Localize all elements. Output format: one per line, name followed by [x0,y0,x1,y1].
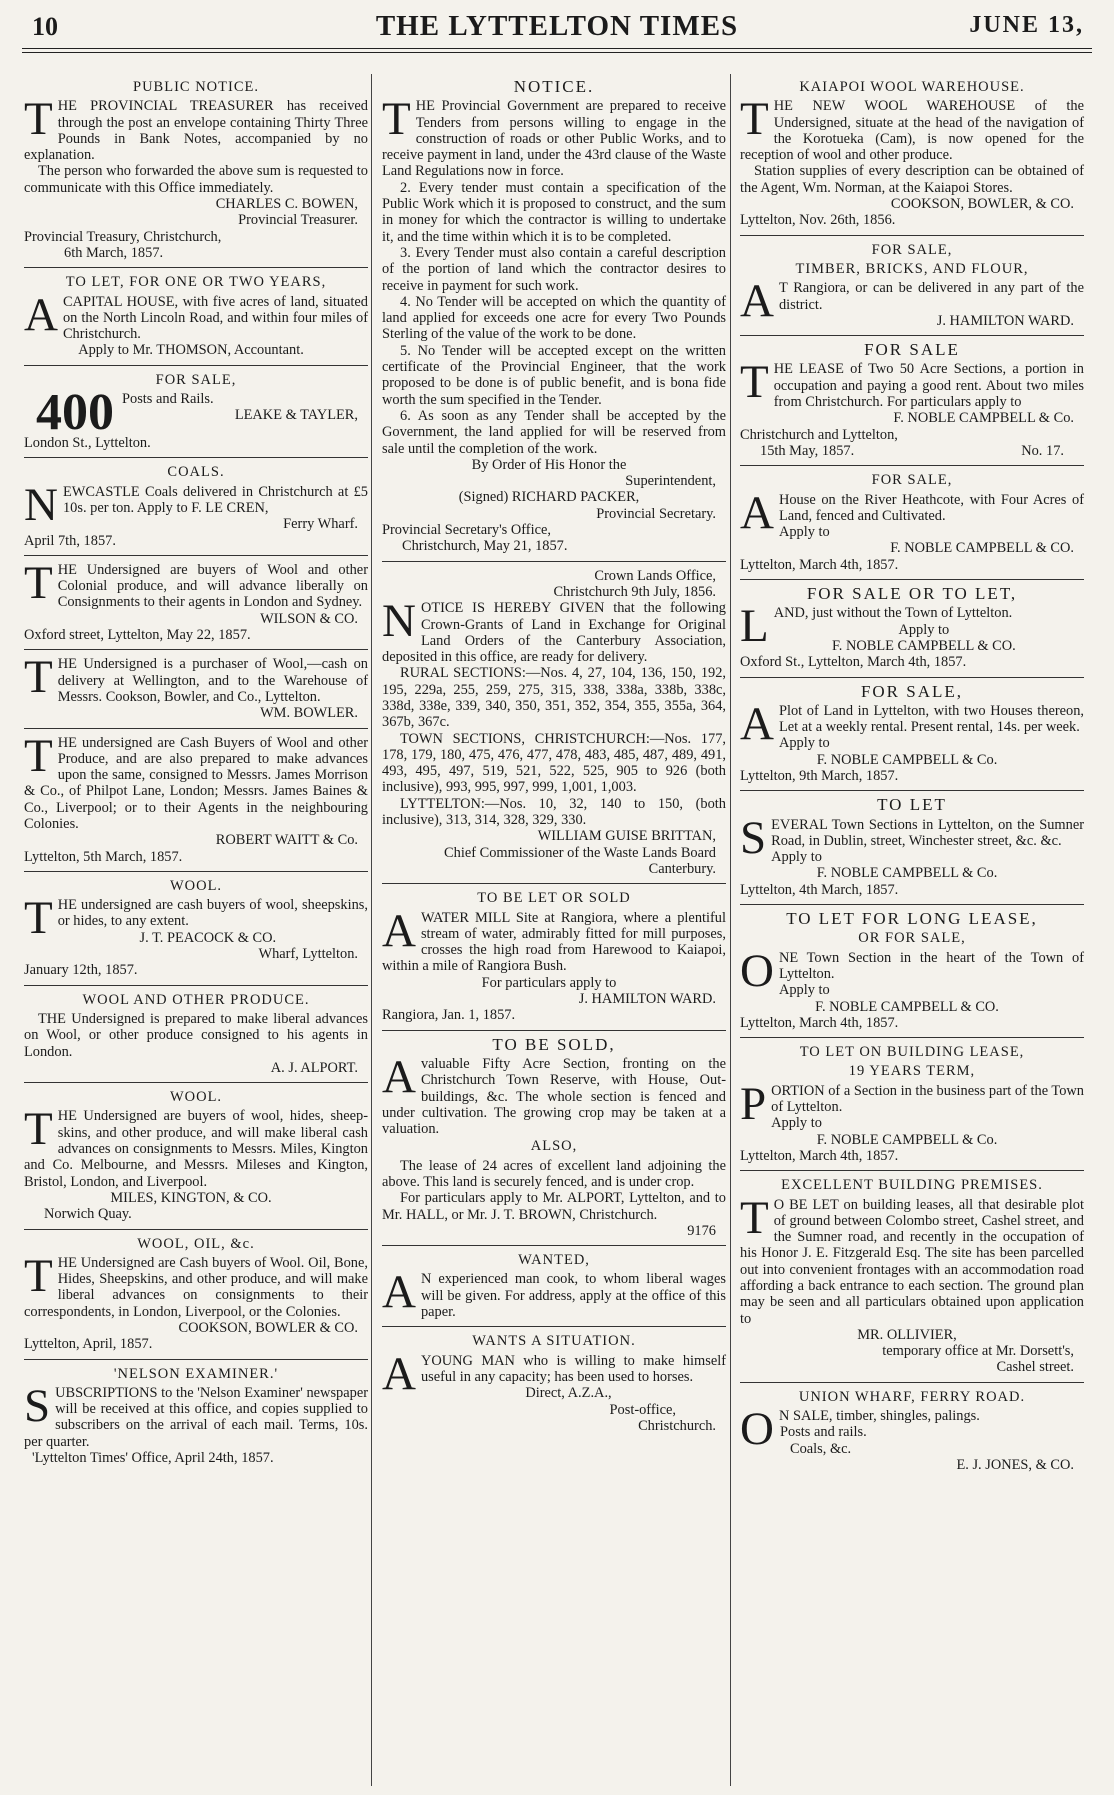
ad-body: WATER MILL Site at Rangiora, where a plentiful stream of water, admirably fitted for mill purposes, crosses the high road from Harewood to Kaiapoi, within a mile of Rangiora Bush. [382,909,726,975]
ad-signature: MILES, KINGTON, & CO. [110,1189,272,1206]
ad-address: Norwich Quay. [44,1206,132,1223]
drop-cap: A [740,486,774,539]
masthead-rule-top [22,48,1092,49]
ad-body: HE Provincial Government are prepared to receive Tenders from persons willing to engage in the construction of roads or other Public Works, and to receive payment in land, under the 43rd clause of the Waste Land Regulations now in force. [382,98,726,180]
ad-body: For particulars apply to Mr. ALPORT, Lyttelton, and to Mr. HALL, or Mr. J. T. BROWN, Christchurch. [382,1190,726,1223]
ad-heading: KAIAPOI WOOL WAREHOUSE. [799,79,1025,95]
ad-body: HE Undersigned are Cash buyers of Wool. Oil, Bone, Hides, Sheepskins, and other produce, and will make liberal advances on consignments to their correspondents, in London, Liverpool, or the Colonies. [24,1254,368,1320]
masthead [22,8,1092,44]
ad-signature-title: Provincial Treasurer. [238,212,358,229]
ad-heading: WOOL. [169,1089,223,1106]
ad-body: HE undersigned are cash buyers of wool, sheepskins, or hides, to any extent. [57,897,368,930]
ad-body: AND, just without the Town of Lyttelton. [773,605,1013,622]
ad-body: T Rangiora, or can be delivered in any part of the district. [778,280,1084,313]
ad-body: OTICE IS HEREBY GIVEN that the following Crown-Grants of Land in Exchange for Original Land Orders of the Canterbury Association, deposited in this office, are ready for delivery. [382,600,726,666]
drop-cap: O [740,944,774,997]
ad-signature: F. NOBLE CAMPBELL & CO. [831,637,1016,654]
ad-wool-miles [24,1089,368,1229]
drop-cap: A [740,275,774,328]
ad-body: YOUNG MAN who is willing to make himself useful in any capacity; has been used to horses. [420,1352,726,1385]
ad-signature: COOKSON, BOWLER & CO. [178,1320,358,1336]
ad-heading: TO LET, FOR ONE OR TWO YEARS, [65,274,327,291]
drop-cap: S [24,1379,51,1432]
masthead-rule-bottom [22,52,1092,53]
ad-heading: WANTS A SITUATION. [472,1333,636,1350]
page-number: 10 [32,12,58,41]
ad-address: Oxford street, Lyttelton, May 22, 1857. [24,627,251,644]
notice-clause: 4. No Tender will be accepted on which the quantity of land applied for exceeds one acre for every Two Pounds Sterling of the value of the work to be done. [382,293,726,343]
ad-heading: UNION WHARF, FERRY ROAD. [798,1388,1026,1405]
ad-date: April 7th, 1857. [24,532,116,549]
column-divider [730,74,731,1786]
ad-posts-rails [24,372,368,459]
ad-to-be-sold [382,1034,726,1247]
drop-cap: N [24,478,58,531]
ad-body: HE undersigned are Cash Buyers of Wool and other Produce, and are also prepared to make advances upon the same, consigned to Messrs. James Morrison & Co., of Philpot Lane, London; Messrs. James Baines & Co., Liverpool; or to their Agents in the neighbouring Colonies. [24,734,368,832]
ad-date: 15th May, 1857. [760,442,855,459]
ad-signature: F. NOBLE CAMPBELL & Co. [893,410,1074,427]
ad-date: Lyttelton, 9th March, 1857. [740,767,899,784]
town-sections: TOWN SECTIONS, CHRISTCHURCH:—Nos. 177, 178, 179, 180, 475, 476, 477, 478, 483, 485, 487, 489, 491, 493, 495, 497, 519, 521, 522, 525, 905 to 926 (both inclusive), 993, 995, 997, 999, 1,001, 1,003. [382,730,726,796]
ad-signature: F. NOBLE CAMPBELL & Co. [816,751,998,768]
ad-heading: TO BE SOLD, [492,1034,616,1054]
ad-heading: TO LET ON BUILDING LEASE, [799,1044,1025,1061]
ad-body: NE Town Section in the heart of the Town of Lyttelton. [778,949,1084,982]
ad-signature: WILSON & CO. [260,610,358,627]
ad-land [740,586,1084,677]
ad-building-premises [740,1177,1084,1383]
ad-union-wharf [740,1389,1084,1479]
ad-signature-title: temporary office at Mr. Dorsett's, [882,1343,1074,1360]
ad-body: ORTION of a Section in the business part of the Town of Lyttelton. [771,1082,1084,1116]
ad-apply: Apply to Mr. THOMSON, Accountant. [78,342,304,359]
ad-signature: WM. BOWLER. [260,705,358,722]
drop-cap: T [24,729,53,782]
ad-lease-sections [740,342,1084,466]
ad-address: Provincial Secretary's Office, [382,522,551,539]
ad-body: HE Undersigned is a purchaser of Wool,—cash on delivery at Wellington, and to the Warehouse of Messrs. Cookson, Bowler, and Co., Lyttelton. [57,656,368,705]
ad-heading: TO BE LET OR SOLD [477,890,631,907]
ad-wants-situation [382,1333,726,1440]
drop-cap: T [24,1103,53,1156]
ad-signature: E. J. JONES, & CO. [956,1456,1074,1473]
ad-apply: Apply to [771,1115,822,1132]
drop-cap: T [382,93,411,146]
newspaper-title: THE LYTTELTON TIMES [375,10,739,42]
drop-cap: A [382,1266,416,1319]
ad-body: House on the River Heathcote, with Four Acres of Land, fenced and Cultivated. [778,491,1084,524]
ad-signature: Ferry Wharf. [283,516,358,533]
ad-signature: J. HAMILTON WARD. [578,991,716,1008]
ad-signature-title: Cashel street. [996,1359,1074,1376]
ad-heading: TO LET [877,795,947,815]
ad-address: 'Lyttelton Times' Office, April 24th, 1857. [32,1450,274,1467]
ad-by-order: Superintendent, [625,473,716,490]
ad-address: Post-office, [609,1401,676,1418]
ad-subheading: ALSO, [530,1138,578,1155]
lyttelton-sections: LYTTELTON:—Nos. 10, 32, 140 to 150, (both inclusive), 313, 314, 328, 329, 330. [382,795,726,829]
rural-sections: RURAL SECTIONS:—Nos. 4, 27, 104, 136, 150, 192, 195, 229a, 255, 259, 275, 315, 338, 338a, 338b, 338c, 338d, 338e, 339, 340, 350, 351, 352, 354, 355, 355a, 364, 367b, 367c. [382,665,726,731]
ad-subheading: OR FOR SALE, [858,930,966,947]
ad-signature: MR. OLLIVIER, [857,1326,957,1343]
ad-apply: Apply to [898,621,950,638]
ad-date: Christchurch 9th July, 1856. [553,583,716,600]
ad-subheading: 19 YEARS TERM, [848,1063,976,1080]
ad-signature: (Signed) RICHARD PACKER, [458,489,640,506]
ad-heading: FOR SALE OR TO LET, [806,584,1018,604]
ad-address: Wharf, Lyttelton. [258,946,358,963]
drop-cap: T [24,556,53,609]
ad-signature: J. HAMILTON WARD. [936,312,1074,329]
drop-cap: A [382,1050,416,1103]
issue-date: JUNE 13, [969,12,1084,38]
ad-signature-title: Provincial Secretary. [596,505,716,522]
ad-crown-grants [382,568,726,885]
ad-coals [24,464,368,555]
notice-clause: 2. Every tender must contain a specification of the Public Work which it is proposed to construct, and the sum in money for which the contractor is willing to undertake it, and the time within which it is to be completed. [382,179,726,245]
ad-body: UBSCRIPTIONS to the 'Nelson Examiner' newspaper will be received at this office, and copies supplied to subscribers on the arrival of each mail. Terms, 10s. per quarter. [24,1384,368,1450]
ad-bowler [24,651,368,728]
column-2 [382,78,726,1446]
ad-signature: A. J. ALPORT. [270,1059,358,1076]
ad-heading: FOR SALE, [871,472,953,489]
drop-cap: S [740,811,767,864]
ad-signature: J. T. PEACOCK & CO. [139,929,277,946]
column-1 [24,78,368,1478]
ad-signature: ROBERT WAITT & Co. [215,832,358,849]
ad-signature: F. NOBLE CAMPBELL & CO. [890,540,1074,557]
ad-body: Plot of Land in Lyttelton, with two Houses thereon, Let at a weekly rental. Present rental, 14s. per week. [778,702,1084,736]
ad-apply: For particulars apply to [481,974,617,991]
ad-body: N SALE, timber, shingles, palings. [778,1408,980,1425]
ad-date: Christchurch, May 21, 1857. [402,538,568,555]
ad-date: Oxford St., Lyttelton, March 4th, 1857. [740,654,967,671]
ad-heading: TO LET FOR LONG LEASE, [786,909,1038,929]
ad-heading: 'NELSON EXAMINER.' [113,1365,279,1382]
drop-cap: T [24,892,53,945]
ad-address: Christchurch and Lyttelton, [740,426,898,443]
drop-cap: L [740,600,769,653]
ad-signature: F. NOBLE CAMPBELL & CO. [815,998,999,1015]
ad-subheading: TIMBER, BRICKS, AND FLOUR, [795,260,1029,277]
ad-body: O BE LET on building leases, all that desirable plot of ground between Colombo street, Cashel street, and the Sumner road, and recently in the occupation of his Honor J. E. Fitzgerald Esq. The site has been parcelled out into convenient frontages with an accommodation road affording a back entrance to each section. The ground plan may be seen and all particulars obtained upon application to [740,1196,1084,1327]
ad-body: N experienced man cook, to whom liberal wages will be given. For address, apply at the office of this paper. [420,1271,726,1321]
drop-cap: T [740,93,769,146]
ad-wool-oil [24,1236,368,1360]
drop-cap: P [740,1077,767,1130]
ad-apply: Apply to [771,849,822,866]
column-divider [371,74,372,1786]
ad-body: The person who forwarded the above sum is requested to communicate with this Office immediately. [24,163,368,196]
quantity-400: 400 [36,391,114,436]
ad-signature: F. NOBLE CAMPBELL & Co. [816,865,998,882]
drop-cap: T [24,93,53,146]
drop-cap: T [24,651,53,704]
ad-heading: WOOL AND OTHER PRODUCE. [82,991,310,1008]
ad-signature: CHARLES C. BOWEN, [215,196,358,213]
ad-date: 6th March, 1857. [64,244,164,261]
drop-cap: T [740,356,769,409]
ad-notice-tenders [382,79,726,562]
ad-body: Posts and Rails. [122,391,214,408]
ad-water-mill [382,890,726,1030]
ad-body: HE NEW WOOL WAREHOUSE of the Undersigned, situate at the head of the navigation of the Korotueka (Cam), is now opened for the reception of wool and other produce. [740,98,1084,164]
ad-signature-title: Canterbury. [648,860,716,877]
drop-cap: T [740,1191,769,1244]
ad-signature: LEAKE & TAYLER, [234,407,358,424]
ad-date: Lyttelton, 5th March, 1857. [24,848,183,865]
drop-cap: A [382,904,416,957]
ad-apply: Apply to [778,982,830,999]
ad-heading: FOR SALE, [155,371,237,388]
ad-date: Lyttelton, March 4th, 1857. [740,1014,899,1031]
drop-cap: A [382,1347,416,1400]
ad-signature-title: Chief Commissioner of the Waste Lands Board [444,844,716,861]
notice-clause: 5. No Tender will be accepted except on the written certificate of the Provincial Engineer, that the work proposed to be done is of public benefit, and is bona fide worth the sum specified in the Tender. [382,342,726,408]
ad-apply: Apply to [778,524,830,541]
ad-body: EVERAL Town Sections in Lyttelton, on the Sumner Road, in Dublin, street, Winchester street, &c. &c. [771,816,1084,849]
ad-timber [740,242,1084,336]
ad-kaiapoi-wool [740,79,1084,236]
ad-date: Lyttelton, April, 1857. [24,1336,153,1353]
ad-body: Posts and rails. [780,1424,867,1441]
ad-date: January 12th, 1857. [24,962,138,979]
ad-wanted [382,1252,726,1327]
ad-body: THE Undersigned is prepared to make liberal advances on Wool, or other produce consigned to his agents in London. [24,1010,368,1060]
ad-heading: WOOL. [169,877,223,894]
ad-body: Coals, &c. [790,1440,852,1457]
ad-heading: FOR SALE [864,340,960,360]
ad-heading: COALS. [167,464,225,481]
ad-address: Crown Lands Office, [594,567,716,584]
ad-heading: PUBLIC NOTICE. [133,79,259,95]
ad-address: Provincial Treasury, Christchurch, [24,228,222,245]
ad-alport [24,992,368,1083]
ad-to-let-sections [740,797,1084,905]
ad-public-notice [24,79,368,268]
drop-cap: A [24,288,58,341]
ad-signature: F. NOBLE CAMPBELL & Co. [816,1131,998,1148]
drop-cap: T [24,1249,53,1302]
ad-reference: 9176 [687,1222,716,1239]
ad-heading: FOR SALE, [871,241,953,258]
ad-signature: WILLIAM GUISE BRITTAN, [537,828,716,845]
ad-waitt [24,729,368,872]
ad-heading: WOOL, OIL, &c. [137,1235,255,1252]
drop-cap: A [740,697,774,750]
ad-body: Station supplies of every description can be obtained of the Agent, Wm. Norman, at the Kaiapoi Stores. [740,163,1084,196]
ad-wilson [24,556,368,650]
drop-cap: N [382,595,416,648]
ad-date: Rangiora, Jan. 1, 1857. [382,1007,516,1024]
ad-number: No. 17. [1021,442,1064,459]
ad-body: HE Undersigned are buyers of Wool and other Colonial produce, and will advance liberally on Consignments to their agents in London and Sydney. [57,561,368,611]
ad-body: valuable Fifty Acre Section, fronting on the Christchurch Town Reserve, with House, Out-buildings, &c. The whole section is fenced and under cultivation. The growing crop may be taken at a valuation. [382,1055,726,1138]
ad-by-order: By Order of His Honor the [471,456,627,473]
ad-plot [740,681,1084,792]
drop-cap: O [740,1403,774,1456]
ad-heading: NOTICE. [513,77,595,96]
ad-apply: Apply to [778,735,830,752]
ad-heading: FOR SALE, [860,681,964,701]
ad-body: HE LEASE of Two 50 Acre Sections, a portion in occupation and paying a good rent. About two miles from Christchurch. For particulars apply to [773,361,1084,411]
ad-body: HE Undersigned are buyers of wool, hides, sheep-skins, and other produce, and will make liberal cash advances on consignments to Messrs. Miles, Kington and Co. Melbourne, and Messrs. Mileses and Kington, Bristol, London, and Liverpool. [24,1108,368,1190]
ad-body: The lease of 24 acres of excellent land adjoining the above. This land is securely fenced, and is under crop. [382,1157,726,1190]
ad-signature: COOKSON, BOWLER, & CO. [890,196,1074,213]
ad-nelson-examiner [24,1366,368,1473]
ad-body: CAPITAL HOUSE, with five acres of land, situated on the North Lincoln Road, and within four miles of Christchurch. [62,293,368,343]
ad-date: Lyttelton, March 4th, 1857. [740,1147,899,1164]
column-3 [740,78,1084,1485]
notice-clause: 6. As soon as any Tender shall be accepted by the Government, the land applied for will be reserved from sale until the completion of the work. [382,407,726,457]
ad-heathcote [740,472,1084,580]
ad-address: Christchurch. [638,1417,716,1434]
ad-body: HE PROVINCIAL TREASURER has received through the post an envelope containing Thirty Three Pounds in Bank Notes, accompanied by no explanation. [24,98,368,164]
ad-heading: EXCELLENT BUILDING PREMISES. [781,1177,1043,1194]
notice-clause: 3. Every Tender must also contain a careful description of the portion of land which the contractor desires to receive in payment for such work. [382,244,726,294]
ad-date: Lyttelton, Nov. 26th, 1856. [740,212,896,229]
ad-to-let-house [24,274,368,365]
ad-body: EWCASTLE Coals delivered in Christchurch at £5 10s. per ton. Apply to F. LE CREN, [62,483,368,516]
ad-heading: WANTED, [518,1252,590,1269]
ad-building-lease [740,1044,1084,1171]
ad-date: Lyttelton, 4th March, 1857. [740,881,899,898]
ad-direct: Direct, A.Z.A., [525,1385,612,1402]
ad-wool-peacock [24,878,368,986]
ad-address: London St., Lyttelton. [24,435,151,452]
ad-long-lease [740,911,1084,1038]
ad-date: Lyttelton, March 4th, 1857. [740,556,899,573]
